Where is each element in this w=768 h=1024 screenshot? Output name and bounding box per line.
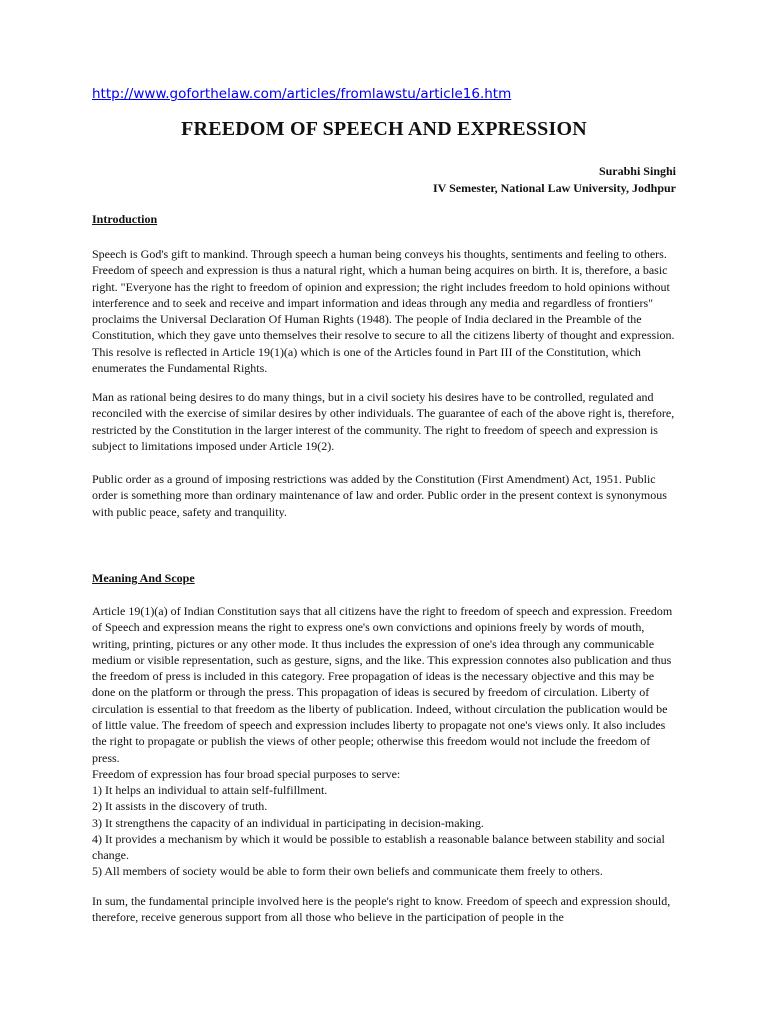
purposes-list xyxy=(92,782,682,880)
author-affiliation: IV Semester, National Law University, Jodhpur xyxy=(432,181,676,195)
list-item: 3) It strengthens the capacity of an individual in participating in decision-making. xyxy=(92,815,484,830)
section-heading-meaning-and-scope: Meaning And Scope xyxy=(92,571,195,585)
intro-paragraph-1: Speech is God's gift to mankind. Through speech a human being conveys his thoughts, sentiments and feeling to others. Freedom of speech and expression is thus a natural right, which a human being acquires on birth. It is, therefore, a basic right. "Everyone has the right to freedom of opinion and expression; the right includes freedom to hold opinions without interference and to seek and receive and impart information and ideas through any media and regardless of frontiers" proclaims the Universal Declaration Of Human Rights (1948). The people of India declared in the Preamble of the Constitution, which they gave unto themselves their resolve to secure to all the citizens liberty of thought and expression. This resolve is reflected in Article 19(1)(a) which is one of the Articles found in Part III of the Constitution, which enumerates the Fundamental Rights. xyxy=(92,247,675,376)
list-item: 4) It provides a mechanism by which it would be possible to establish a reasonable balance between stability and social change. xyxy=(92,831,665,863)
intro-paragraph-3: Public order as a ground of imposing restrictions was added by the Constitution (First Amendment) Act, 1951. Public order is something more than ordinary maintenance of law and order. Public order in the present context is synonymous with public peace, safety and tranquility. xyxy=(92,472,667,519)
source-link[interactable]: http://www.goforthelaw.com/articles/fromlawstu/article16.htm xyxy=(92,86,512,102)
author-block xyxy=(433,163,676,197)
intro-paragraph-2: Man as rational being desires to do many things, but in a civil society his desires have to be controlled, regulated and reconciled with the exercise of similar desires by other individuals. The guarantee of each of the above right is, therefore, restricted by the Constitution in the larger interest of the community. The right to freedom of speech and expression is subject to limitations imposed under Article 19(2). xyxy=(92,390,675,453)
author-name: Surabhi Singhi xyxy=(598,164,676,178)
page-title: FREEDOM OF SPEECH AND EXPRESSION xyxy=(181,118,587,140)
list-item: 1) It helps an individual to attain self-fulfillment. xyxy=(92,783,328,797)
meaning-paragraph: Article 19(1)(a) of Indian Constitution says that all citizens have the right to freedom of speech and expression. Freedom of Speech and expression means the right to express one's own convictions and opinions freely by words of mouth, writing, printing, pictures or any other mode. It thus includes the expression of one's idea through any communicable medium or visible representation, such as gesture, signs, and the like. This expression connotes also publication and thus the freedom of press is included in this category. Free propagation of ideas is the necessary objective and this may be done on the platform or through the press. This propagation of ideas is secured by freedom of circulation. Liberty of circulation is essential to that freedom as the liberty of publication. Indeed, without circulation the publication would be of little value. The freedom of speech and expression includes liberty to propagate not one's views only. It also includes the right to propagate or publish the views of other people; otherwise this freedom would not include the freedom of press. xyxy=(92,604,673,765)
list-item: 2) It assists in the discovery of truth. xyxy=(92,799,268,814)
section-heading-introduction: Introduction xyxy=(92,212,158,226)
closing-paragraph: In sum, the fundamental principle involved here is the people's right to know. Freedom of speech and expression should, therefore, receive generous support from all those who believe in the participation of people in the xyxy=(92,894,671,925)
purposes-intro: Freedom of expression has four broad special purposes to serve: xyxy=(92,767,401,781)
list-item: 5) All members of society would be able to form their own beliefs and communicate them freely to others. xyxy=(92,864,603,879)
